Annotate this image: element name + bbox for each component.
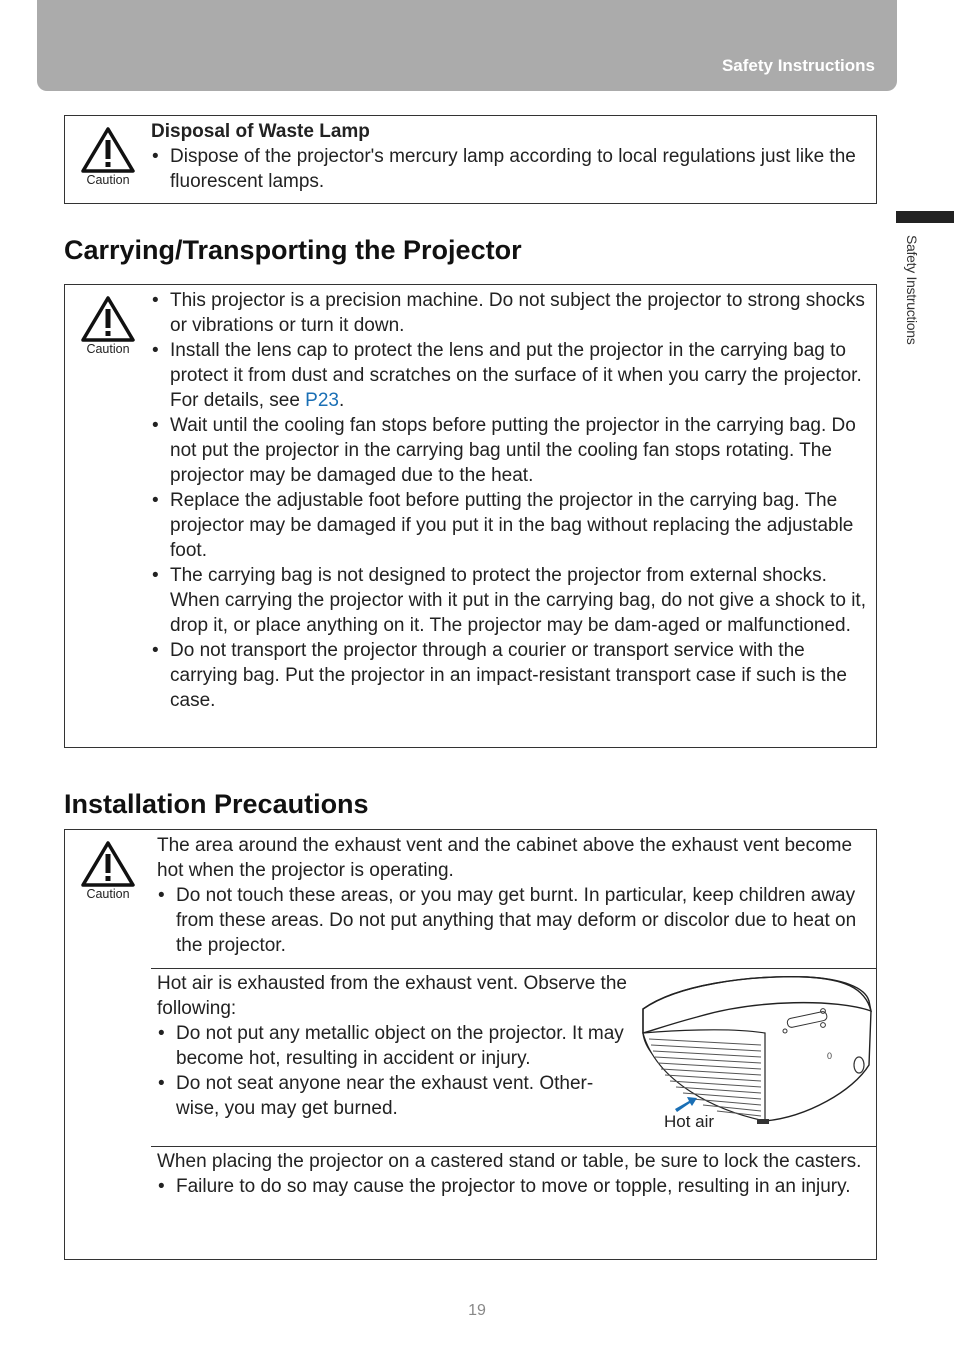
installation-section-exhaust <box>157 971 635 1121</box>
section-intro: Hot air is exhausted from the exhaust vent. Observe the following: <box>157 973 627 1019</box>
section-divider <box>151 968 876 969</box>
warning-triangle-icon <box>80 295 136 343</box>
list-item: • Do not put any metallic object on the projector. It may become hot, resulting in accident or injury. <box>157 1021 635 1071</box>
projector-icon <box>637 973 877 1133</box>
disposal-title: Disposal of Waste Lamp <box>151 121 370 142</box>
installation-section-casters <box>157 1149 873 1199</box>
caution-label: Caution <box>86 342 130 356</box>
caution-indicator <box>77 840 139 901</box>
list-item-text: Install the lens cap to protect the lens and put the projector in the carrying bag to protect it from dust and scratches on the surface of it when you carry the projector. For details, see <box>170 340 862 411</box>
section-intro: When placing the projector on a castered stand or table, be sure to lock the casters. <box>157 1151 862 1172</box>
installation-section-heat <box>157 833 873 958</box>
header-title: Safety Instructions <box>721 56 875 75</box>
caution-indicator <box>77 295 139 356</box>
list-item: • Do not transport the projector through a courier or transport service with the carrying bag. Put the projector in an impact-resistant transport case if such is the case. <box>151 638 873 713</box>
carrying-caution-box <box>64 284 877 748</box>
hot-air-label: Hot air <box>664 1112 715 1131</box>
installation-caution-box <box>64 829 877 1260</box>
list-item: • Failure to do so may cause the projector to move or topple, resulting in an injury. <box>157 1174 873 1199</box>
list-item: • Do not touch these areas, or you may get burnt. In particular, keep children away from these areas. Do not put anything that may deform or discolor due to heat on the projector. <box>157 883 873 958</box>
caution-label: Caution <box>86 887 130 901</box>
list-item: • Wait until the cooling fan stops before putting the projector in the carrying bag. Do not put the projector in the carrying bag until the cooling fan stops rotating. The projector may be damaged due to the heat. <box>151 413 873 488</box>
caution-label: Caution <box>86 173 130 187</box>
carrying-content <box>151 288 873 713</box>
side-section-label: Safety Instructions <box>904 235 920 345</box>
section-divider <box>151 1146 876 1147</box>
projector-illustration <box>637 973 877 1133</box>
list-item: • Dispose of the projector's mercury lamp according to local regulations just like the fluorescent lamps. <box>151 144 861 194</box>
page-link-p23[interactable]: P23 <box>305 390 339 411</box>
section-heading-carrying: Carrying/Transporting the Projector <box>64 235 522 265</box>
caution-indicator <box>77 126 139 187</box>
warning-triangle-icon <box>80 126 136 174</box>
page-number: 19 <box>468 1302 486 1319</box>
side-tab-marker <box>896 211 954 223</box>
disposal-caution-box <box>64 115 877 204</box>
section-heading-installation: Installation Precautions <box>64 789 369 819</box>
header-band <box>37 0 897 91</box>
list-item: • The carrying bag is not designed to protect the projector from external shocks. When carrying the projector with it put in the carrying bag, do not give a shock to it, drop it, or place anything on it. The projector may be dam-aged or malfunctioned. <box>151 563 873 638</box>
list-item-end: . <box>338 390 345 411</box>
disposal-content <box>151 119 861 194</box>
svg-text:0: 0 <box>827 1051 833 1061</box>
list-item <box>151 338 873 413</box>
list-item: • Replace the adjustable foot before putting the projector in the carrying bag. The projector may be damaged if you put it in the bag without replacing the adjustable foot. <box>151 488 873 563</box>
list-item: • Do not seat anyone near the exhaust vent. Other-wise, you may get burned. <box>157 1071 635 1121</box>
section-intro: The area around the exhaust vent and the cabinet above the exhaust vent become hot when the projector is operating. <box>157 835 853 881</box>
warning-triangle-icon <box>80 840 136 888</box>
list-item: • This projector is a precision machine. Do not subject the projector to strong shocks or vibrations or turn it down. <box>151 288 873 338</box>
